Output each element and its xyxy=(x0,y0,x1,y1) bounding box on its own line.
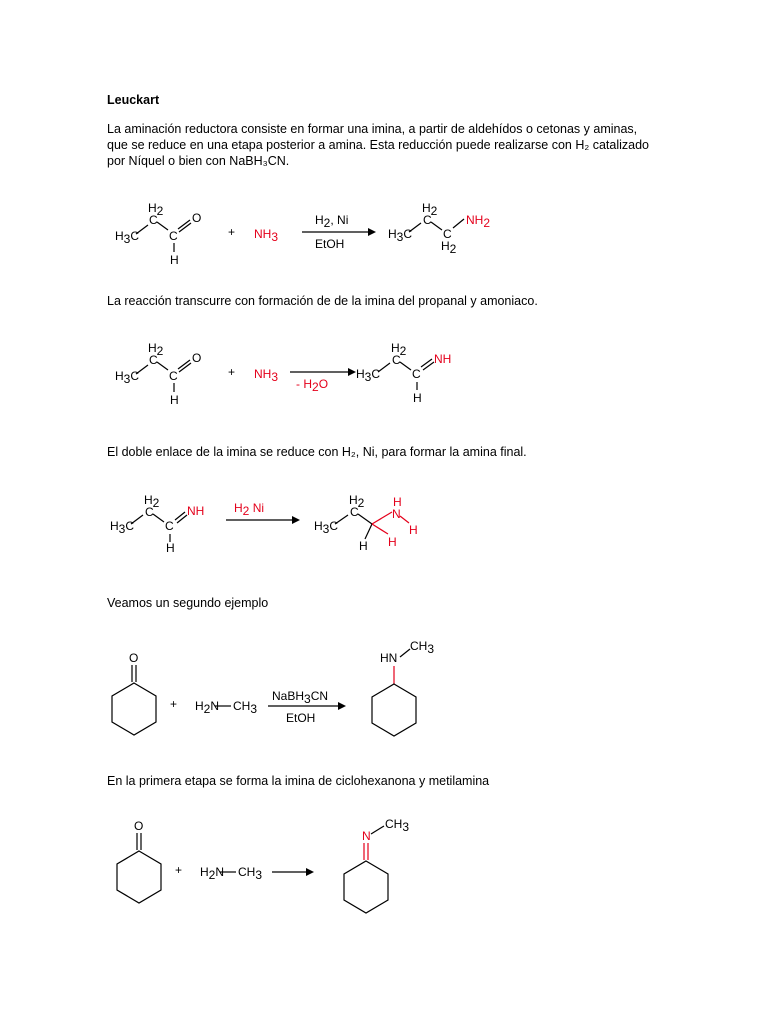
scheme1-product-nh2: NH2 xyxy=(466,213,491,230)
scheme2-product-h3c: H3C xyxy=(356,367,381,384)
scheme5-product-ring xyxy=(344,861,388,913)
scheme4-product-ring xyxy=(372,684,416,736)
scheme2-o: O xyxy=(192,351,202,365)
scheme5-h2n: H2N xyxy=(200,865,225,882)
scheme4-ch3: CH3 xyxy=(233,699,258,716)
scheme4-etoh: EtOH xyxy=(286,711,316,725)
scheme2-product-h: H xyxy=(413,391,422,405)
scheme2-product-c2: C xyxy=(412,367,421,381)
scheme2-product-nh: NH xyxy=(434,352,452,366)
scheme1-product-h2-lower: H2 xyxy=(441,239,457,256)
scheme5-product-ch3: CH3 xyxy=(385,817,410,834)
scheme3-product-h2: H2 xyxy=(349,493,365,510)
paragraph-3: El doble enlace de la imina se reduce con H₂, Ni, para formar la amina final. xyxy=(107,445,527,459)
scheme4-product-ch3: CH3 xyxy=(410,639,435,656)
scheme5-plus: + xyxy=(175,863,183,877)
scheme2-c: C xyxy=(149,353,158,367)
scheme4-h2n: H2N xyxy=(195,699,220,716)
scheme2-plus: + xyxy=(228,365,236,379)
scheme1-nh3: NH3 xyxy=(254,227,279,244)
scheme1-etoh: EtOH xyxy=(315,237,345,251)
scheme1-h2: H2 xyxy=(148,201,164,218)
scheme1-c-carbonyl: C xyxy=(169,229,178,243)
scheme1-h: H xyxy=(170,253,179,267)
scheme2-c-carbonyl: C xyxy=(169,369,178,383)
scheme3-c2: C xyxy=(165,519,174,533)
scheme-propanal-reductive-amination xyxy=(0,190,768,270)
scheme4-product-hn: HN xyxy=(380,651,398,665)
scheme-cyclohexanone-example xyxy=(0,638,768,748)
scheme4-cyclohexanone-ring xyxy=(112,683,156,735)
paragraph-5: En la primera etapa se forma la imina de ciclohexanona y metilamina xyxy=(107,774,490,788)
scheme5-product-n: N xyxy=(362,829,371,843)
scheme1-o: O xyxy=(192,211,202,225)
scheme2-h: H xyxy=(170,393,179,407)
scheme1-product-c: C xyxy=(423,213,432,227)
scheme3-product-h-right: H xyxy=(409,523,418,537)
scheme3-product-h-left: H xyxy=(359,539,368,553)
scheme4-nabh3cn: NaBH3CN xyxy=(272,689,329,706)
scheme2-nh3: NH3 xyxy=(254,367,279,384)
scheme1-reagent-h2-ni: H2, Ni xyxy=(315,213,349,230)
scheme3-product-h-top: H xyxy=(393,495,402,509)
scheme3-product-c: C xyxy=(350,505,359,519)
scheme3-h: H xyxy=(166,541,175,555)
scheme2-h2: H2 xyxy=(148,341,164,358)
scheme3-c: C xyxy=(145,505,154,519)
scheme-cyclohexanone-imine xyxy=(0,806,768,916)
paragraph-1-line-3: por Níquel o bien con NaBH₃CN. xyxy=(107,154,290,168)
scheme5-cyclohexanone-ring xyxy=(117,851,161,903)
scheme2-product-h2: H2 xyxy=(391,341,407,358)
scheme-imine-reduction xyxy=(0,484,768,564)
scheme5-ch3: CH3 xyxy=(238,865,263,882)
scheme5-o: O xyxy=(134,819,144,833)
scheme-imine-formation xyxy=(0,330,768,410)
scheme3-reagent-h2: H2 Ni xyxy=(234,501,265,518)
paragraph-2: La reacción transcurre con formación de de la imina del propanal y amoniaco. xyxy=(107,294,538,308)
scheme1-product-c2: C xyxy=(443,227,452,241)
scheme2-minus-water: - H2O xyxy=(296,377,329,394)
page-title: Leuckart xyxy=(107,93,160,107)
scheme1-product-h2: H2 xyxy=(422,201,438,218)
scheme3-product-n: N xyxy=(392,507,401,521)
scheme3-product-h3c: H3C xyxy=(314,519,339,536)
paragraph-4: Veamos un segundo ejemplo xyxy=(107,596,269,610)
scheme3-h2: H2 xyxy=(144,493,160,510)
scheme3-product-h-bottom: H xyxy=(388,535,397,549)
scheme1-h3c: H3C xyxy=(115,229,140,246)
scheme3-h3c: H3C xyxy=(110,519,135,536)
scheme2-h3c: H3C xyxy=(115,369,140,386)
scheme1-product-h3c: H3C xyxy=(388,227,413,244)
paragraph-1-line-2: que se reduce en una etapa posterior a amina. Esta reducción puede realizarse con H₂ catalizado xyxy=(107,138,649,152)
scheme1-plus: + xyxy=(228,225,236,239)
paragraph-1-line-1: La aminación reductora consiste en formar una imina, a partir de aldehídos o cetonas y aminas, xyxy=(107,122,638,136)
scheme1-c: C xyxy=(149,213,158,227)
scheme4-plus: + xyxy=(170,697,178,711)
scheme4-o: O xyxy=(129,651,139,665)
scheme3-nh: NH xyxy=(187,504,205,518)
scheme2-product-c: C xyxy=(392,353,401,367)
